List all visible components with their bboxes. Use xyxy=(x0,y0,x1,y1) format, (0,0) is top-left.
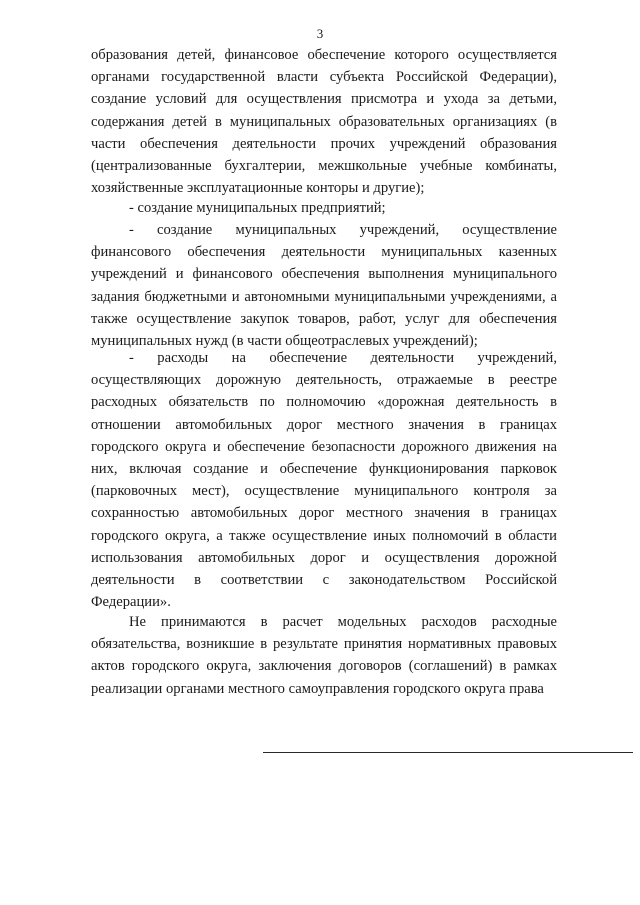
list-item-text: - расходы на обеспечение деятельности учреждений, осуществляющих дорожную деятельность, отражаемые в реестре расходных обязательств по полномочию «дорожная деятельность в отношении автомобильных дорог местного значения в границах городского округа и обеспечение безопасности дорожного движения на них, включая создание и обеспечение функционирования парковок (парковочных мест), осуществление муниципального контроля за сохранностью автомобильных дорог местного значения в границах городского округа, а также осуществление иных полномочий в области использования автомобильных дорог и осуществления дорожной деятельности в соответствии с законодательством Российской Федерации». xyxy=(91,350,557,611)
list-item-text: - создание муниципальных учреждений, осуществление финансового обеспечения деятельности муниципальных казенных учреждений и финансового обеспечения выполнения муниципального задания бюджетными и автономными муниципальными учреждениями, а также осуществление закупок товаров, работ, услуг для обеспечения муниципальных нужд (в части общеотраслевых учреждений); xyxy=(91,222,557,350)
paragraph-text: образования детей, финансовое обеспечение которого осуществляется органами государственной власти субъекта Российской Федерации), создание условий для осуществления присмотра и ухода за детьми, содержания детей в муниципальных образовательных организациях (в части обеспечения деятельности прочих учреждений образования (централизованные бухгалтерии, межшкольные учебные комбинаты, хозяйственные эксплуатационные конторы и другие); xyxy=(91,47,557,197)
paragraph-final xyxy=(91,611,557,700)
paragraph-continuation xyxy=(91,44,557,199)
list-item-text: - создание муниципальных предприятий; xyxy=(129,200,386,216)
list-item-municipal-enterprises xyxy=(91,197,557,219)
horizontal-divider xyxy=(263,752,633,753)
page-number: 3 xyxy=(316,26,324,41)
list-item-municipal-institutions xyxy=(91,219,557,352)
list-item-road-activities xyxy=(91,347,557,613)
paragraph-text: Не принимаются в расчет модельных расходов расходные обязательства, возникшие в результате принятия нормативных правовых актов городского округа, заключения договоров (соглашений) в рамках реализации органами местного самоуправления городского округа права xyxy=(91,614,557,697)
